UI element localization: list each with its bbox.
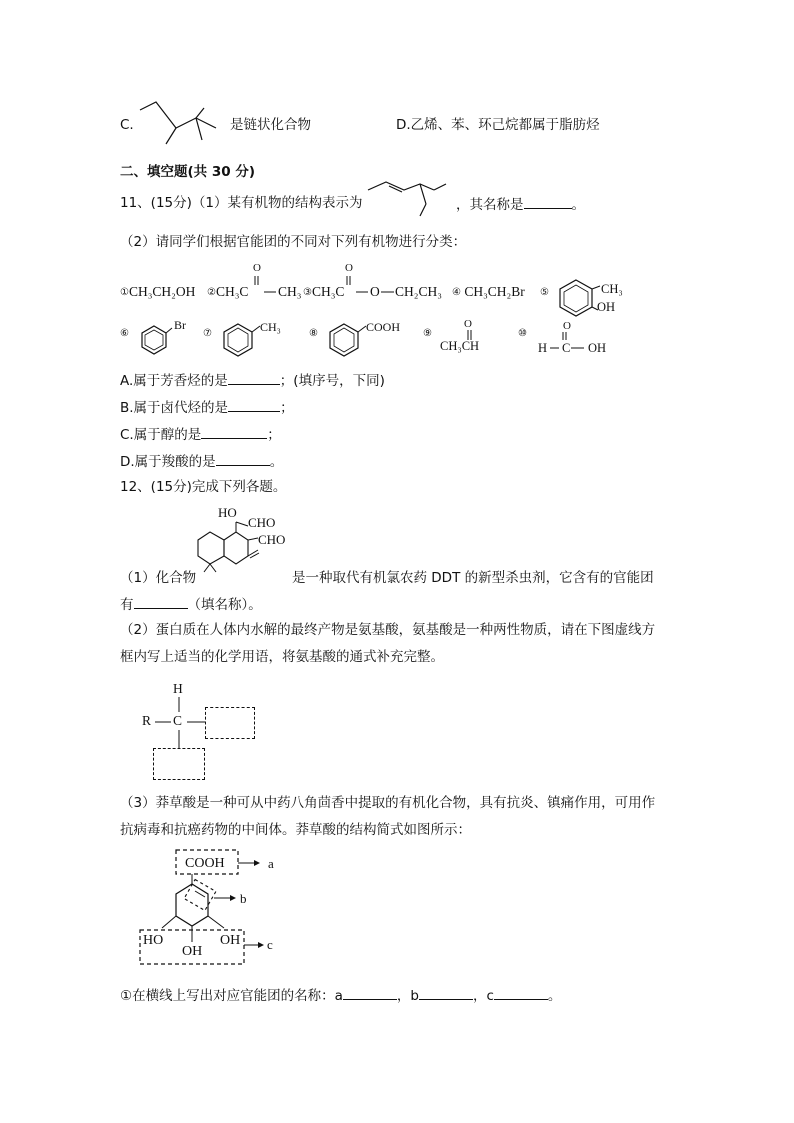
compound-5-methyl: CH₃ [601, 282, 623, 296]
compound-3: ③CH₃C [303, 284, 345, 299]
shikimic-label-c: c [267, 937, 273, 952]
shikimic-label-b: b [240, 891, 247, 906]
answer-blank-functional-groups[interactable] [134, 594, 188, 609]
q12-part2-line1: （2）蛋白质在人体内水解的最终产物是氨基酸，氨基酸是一种两性物质，请在下图虚线方 [120, 622, 656, 638]
compound-3-ester-o: O [370, 284, 380, 299]
amino-acid-c: C [173, 713, 183, 728]
skeletal-structure-chain [136, 96, 226, 152]
question-b-end: ； [280, 400, 294, 416]
compound-8-carboxyl: COOH [366, 320, 401, 334]
structure-cho-2: CHO [258, 532, 286, 547]
shikimic-label-a: a [268, 856, 274, 871]
compound-9-oxygen: O [464, 318, 472, 330]
structure-ho-label: HO [218, 505, 237, 520]
answer-blank-name[interactable] [524, 194, 572, 209]
question-b: B.属于卤代烃的是 [120, 400, 229, 416]
compound-9-number: ⑨ [423, 328, 432, 339]
answer-blank-b[interactable] [228, 397, 280, 412]
structure-cho-1: CHO [248, 515, 276, 530]
section-heading: 二、填空题(共 30 分) [120, 164, 256, 180]
compound-10-c: C [562, 341, 571, 355]
compound-2-oxygen: O [253, 262, 261, 274]
answer-blank-group-c[interactable] [494, 985, 548, 1000]
q12-part2-line2: 框内写上适当的化学用语，将氨基酸的通式补充完整。 [120, 649, 444, 665]
compound-6-number: ⑥ [120, 328, 129, 339]
compound-3-tail: CH₂CH₃ [395, 284, 442, 299]
shikimic-cooh: COOH [185, 856, 225, 871]
answer-blank-c[interactable] [201, 424, 267, 439]
compound-1: ①CH₃CH₂OH [120, 284, 196, 299]
answer-box-amino[interactable] [153, 748, 205, 780]
q12-part3-c: ，c [472, 988, 494, 1004]
compound-10-oh: OH [588, 341, 607, 355]
question-a-end: ；(填序号，下同) [279, 373, 385, 389]
compound-10-number: ⑩ [518, 328, 527, 339]
q12-part3-line1: （3）莽草酸是一种可从中药八角茴香中提取的有机化合物，具有抗炎、镇痛作用，可用作 [120, 795, 656, 811]
q12-part1-line2-end: （填名称）。 [187, 597, 262, 613]
q12-part3-line2: 抗病毒和抗癌药物的中间体。莽草酸的结构简式如图所示： [120, 822, 471, 838]
question-c: C.属于醇的是 [120, 427, 202, 443]
amino-acid-r: R [142, 713, 152, 728]
amino-acid-h: H [173, 681, 183, 696]
compound-10-oxygen: O [563, 320, 571, 332]
compound-5-hydroxyl: OH [597, 300, 616, 314]
compound-5-number: ⑤ [540, 287, 549, 298]
compound-10-h: H [538, 341, 548, 355]
answer-blank-group-b[interactable] [419, 985, 473, 1000]
compound-4: ④ CH₃CH₂Br [452, 284, 525, 299]
skeletal-structure-alkene [364, 176, 464, 220]
option-d-text: D.乙烯、苯、环己烷都属于脂肪烃 [396, 117, 600, 133]
shikimic-ho: HO [143, 933, 164, 948]
compound-7-number: ⑦ [203, 328, 212, 339]
compound-8-number: ⑧ [309, 328, 318, 339]
q11-part1-prefix: 11、(15分)（1）某有机物的结构表示为 [120, 195, 363, 211]
compound-3-oxygen: O [345, 262, 353, 274]
benzene-ring-icon [218, 316, 264, 360]
shikimic-oh-right: OH [220, 933, 241, 948]
q11-part1-end: 。 [571, 197, 585, 213]
option-c-text: 是链状化合物 [230, 117, 311, 133]
q12-part3-end: 。 [547, 988, 562, 1004]
compound-9: CH₃CH [440, 339, 480, 353]
answer-blank-a[interactable] [228, 370, 280, 385]
shikimic-oh-bottom: OH [182, 944, 203, 959]
option-c-label: C. [120, 117, 134, 133]
q12-part1-line2: 有 [120, 597, 134, 613]
compound-6-bromo: Br [174, 318, 186, 332]
question-d-end: 。 [269, 454, 284, 470]
compound-2: ②CH₃C [207, 284, 249, 299]
q12-part3-b: ，b [396, 988, 419, 1004]
answer-blank-d[interactable] [216, 451, 270, 466]
answer-box-carboxyl[interactable] [205, 707, 255, 739]
benzene-ring-icon [554, 276, 604, 322]
question-d: D.属于羧酸的是 [120, 454, 216, 470]
q11-part1-suffix: ，其名称是 [456, 197, 524, 213]
compound-7-methyl: CH₃ [260, 320, 281, 334]
answer-blank-group-a[interactable] [343, 985, 397, 1000]
q12-part1-suffix: 是一种取代有机氯农药 DDT 的新型杀虫剂，它含有的官能团 [292, 570, 654, 586]
question-c-end: ； [267, 427, 281, 443]
benzene-ring-icon [324, 316, 370, 360]
q11-part2-text: （2）请同学们根据官能团的不同对下列有机物进行分类： [120, 234, 467, 250]
benzene-ring-icon [138, 318, 178, 358]
question-a: A.属于芳香烃的是 [120, 373, 228, 389]
compound-2-tail: CH₃ [278, 284, 302, 299]
q12-part1-prefix: （1）化合物 [120, 570, 197, 586]
compound-2-bonds [250, 274, 280, 298]
q12-part3-question: ①在横线上写出对应官能团的名称：a [120, 988, 343, 1004]
q12-title: 12、(15分)完成下列各题。 [120, 479, 287, 495]
